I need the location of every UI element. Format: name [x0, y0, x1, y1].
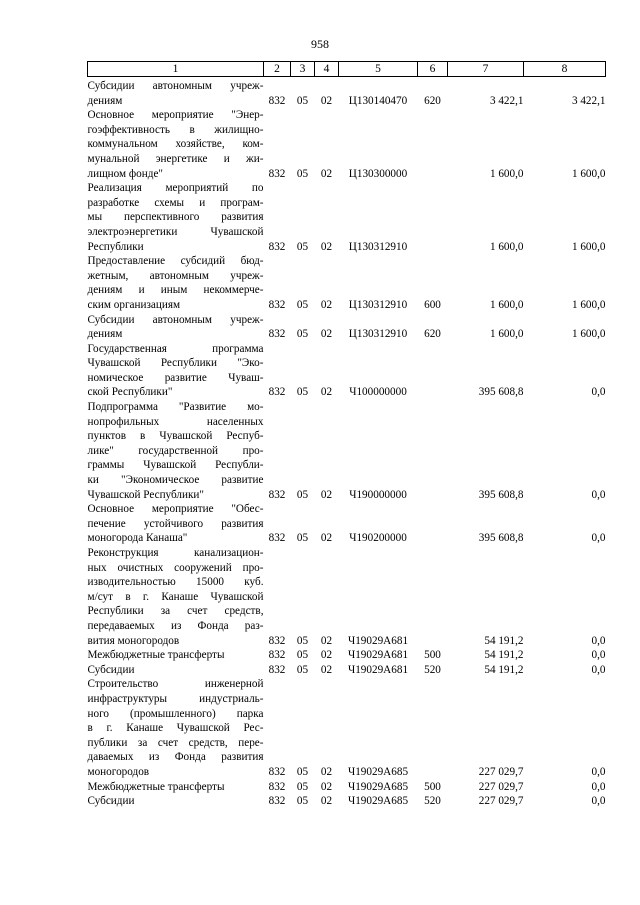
- row-name-line: электроэнергетики Чувашской: [87, 225, 264, 238]
- row-section-code: 05: [296, 298, 309, 311]
- row-amount-1: 395 608,8: [478, 488, 524, 501]
- row-expense-type: 520: [424, 663, 441, 676]
- row-amount-2: 0,0: [591, 634, 606, 647]
- row-section-code: 05: [296, 328, 309, 341]
- page-number: 958: [311, 37, 329, 51]
- row-subsection-code: 02: [320, 663, 333, 676]
- row-name-cell: [88, 546, 264, 648]
- row-amount-1: 395 608,8: [478, 386, 524, 399]
- row-amount-2: 0,0: [591, 488, 606, 501]
- row-section-code: 05: [296, 765, 309, 778]
- row-target-article: Ч19029А681: [347, 663, 409, 676]
- row-name-line: Подпрограмма "Развитие мо-: [87, 401, 264, 414]
- row-expense-type: [418, 342, 448, 400]
- column-header-7: 7: [448, 62, 524, 77]
- row-target-article: Ч100000000: [349, 386, 407, 399]
- row-name-cell: [88, 663, 264, 678]
- row-target-article: Ц130312910: [348, 328, 408, 341]
- column-header-1: 1: [88, 62, 264, 77]
- row-expense-type: [418, 181, 448, 254]
- row-name-cell: [88, 648, 264, 663]
- table-row: [88, 108, 606, 181]
- row-name-line: м/сут в г. Канаше Чувашской: [87, 590, 264, 603]
- row-name-line: печение устойчивого развития: [87, 517, 264, 530]
- row-subsection-code: 02: [320, 488, 333, 501]
- row-expense-type: [418, 400, 448, 502]
- row-amount-2: 0,0: [591, 386, 606, 399]
- row-amount-1: 1 600,0: [489, 167, 524, 180]
- row-name-line: Межбюджетные трансферты: [87, 649, 225, 662]
- row-ministry-code: 832: [268, 765, 286, 778]
- row-amount-1: 227 029,7: [478, 765, 524, 778]
- row-subsection-code: 02: [320, 634, 333, 647]
- column-header-6: 6: [418, 62, 448, 77]
- row-name-line: ного (промышленного) парка: [87, 707, 264, 720]
- table-row: [88, 502, 606, 546]
- row-expense-type: 620: [424, 328, 441, 341]
- row-expense-type: [418, 108, 448, 181]
- row-subsection-code: 02: [320, 298, 333, 311]
- row-expense-type: [418, 677, 448, 779]
- row-name-line: инфраструктуры индустриаль-: [87, 692, 264, 705]
- table-row: [88, 313, 606, 342]
- row-section-code: 05: [296, 649, 309, 662]
- row-name-line: Основное мероприятие "Энер-: [87, 109, 264, 122]
- row-section-code: 05: [296, 780, 309, 793]
- row-expense-type: 520: [424, 795, 441, 808]
- row-name-line: Республики: [87, 240, 144, 253]
- row-name-line: дениям: [87, 328, 123, 341]
- table-row: [88, 181, 606, 254]
- row-name-line: ных очистных сооружений про-: [87, 561, 264, 574]
- row-subsection-code: 02: [320, 167, 333, 180]
- row-name-line: Реконструкция канализацион-: [87, 547, 264, 559]
- row-subsection-code: 02: [320, 532, 333, 545]
- row-name-line: моногородов: [87, 765, 150, 778]
- table-row: [88, 400, 606, 502]
- row-amount-2: 0,0: [591, 649, 606, 662]
- row-amount-1: 1 600,0: [489, 240, 524, 253]
- row-target-article: Ц130312910: [348, 240, 408, 253]
- row-ministry-code: 832: [268, 328, 286, 341]
- row-amount-1: 1 600,0: [489, 298, 524, 311]
- row-subsection-code: 02: [320, 795, 333, 808]
- row-name-line: номическое развитие Чуваш-: [87, 371, 264, 384]
- row-name-line: ской Республики": [87, 386, 173, 399]
- row-name-line: в г. Канаше Чувашской Рес-: [87, 722, 264, 735]
- row-name-line: передаваемых из Фонда раз-: [87, 619, 264, 632]
- table-row: [88, 546, 606, 648]
- row-section-code: 05: [296, 663, 309, 676]
- row-name-cell: [88, 108, 264, 181]
- row-ministry-code: 832: [268, 532, 286, 545]
- column-header-3: 3: [291, 62, 315, 77]
- row-name-line: коммунальном хозяйстве, ком-: [87, 138, 264, 151]
- row-target-article: Ч190000000: [349, 488, 407, 501]
- row-section-code: 05: [296, 532, 309, 545]
- row-expense-type: [418, 546, 448, 648]
- row-ministry-code: 832: [268, 298, 286, 311]
- table-row: [88, 663, 606, 678]
- row-name-line: Республики за счет средств,: [87, 605, 264, 618]
- row-name-line: ки "Экономическое развитие: [87, 474, 264, 487]
- row-target-article: Ч19029А681: [347, 634, 409, 647]
- row-amount-1: 3 422,1: [489, 94, 524, 107]
- row-section-code: 05: [296, 240, 309, 253]
- row-ministry-code: 832: [268, 488, 286, 501]
- row-target-article: Ц130300000: [348, 167, 408, 180]
- row-name-line: Чувашской Республики "Эко-: [87, 357, 264, 370]
- row-name-line: Предоставление субсидий бюд-: [87, 255, 264, 268]
- row-name-line: пунктов в Чувашской Респуб-: [87, 430, 264, 443]
- row-name-line: Межбюджетные трансферты: [87, 780, 225, 793]
- row-ministry-code: 832: [268, 780, 286, 793]
- row-name-line: лищном фонде": [87, 167, 163, 180]
- row-name-cell: [88, 400, 264, 502]
- row-name-line: моногорода Канаша": [87, 532, 188, 545]
- table-row: [88, 77, 606, 109]
- row-name-line: гоэффективность в жилищно-: [87, 123, 264, 136]
- row-name-line: мунальной энергетике и жи-: [87, 152, 264, 165]
- row-section-code: 05: [296, 488, 309, 501]
- row-name-cell: [88, 794, 264, 809]
- row-name-cell: [88, 181, 264, 254]
- row-amount-2: 1 600,0: [571, 167, 606, 180]
- row-amount-2: 1 600,0: [571, 328, 606, 341]
- row-amount-1: 1 600,0: [489, 328, 524, 341]
- row-section-code: 05: [296, 94, 309, 107]
- row-name-cell: [88, 780, 264, 795]
- table-row: [88, 342, 606, 400]
- table-body: [88, 77, 606, 809]
- column-header-5: 5: [339, 62, 418, 77]
- row-target-article: Ч190200000: [349, 532, 407, 545]
- row-name-line: разработке схемы и програм-: [87, 196, 264, 209]
- row-amount-1: 395 608,8: [478, 532, 524, 545]
- budget-table: [87, 61, 606, 809]
- table-row: [88, 648, 606, 663]
- row-name-line: Субсидии: [87, 663, 135, 676]
- row-target-article: Ч19029А685: [347, 780, 409, 793]
- row-expense-type: 500: [424, 780, 441, 793]
- row-name-line: ским организациям: [87, 298, 181, 311]
- row-amount-2: 0,0: [591, 532, 606, 545]
- row-amount-2: 3 422,1: [571, 94, 606, 107]
- table-header: [88, 62, 606, 77]
- row-amount-2: 0,0: [591, 780, 606, 793]
- table-row: [88, 794, 606, 809]
- row-section-code: 05: [296, 167, 309, 180]
- row-amount-2: 0,0: [591, 795, 606, 808]
- row-target-article: Ч19029А685: [347, 765, 409, 778]
- row-name-line: Основное мероприятие "Обес-: [87, 503, 264, 516]
- row-amount-1: 227 029,7: [478, 795, 524, 808]
- row-name-line: Строительство инженерной: [87, 678, 264, 691]
- row-ministry-code: 832: [268, 795, 286, 808]
- row-name-line: мы перспективного развития: [87, 211, 264, 224]
- row-subsection-code: 02: [320, 765, 333, 778]
- row-expense-type: 600: [424, 298, 441, 311]
- row-ministry-code: 832: [268, 634, 286, 647]
- row-subsection-code: 02: [320, 328, 333, 341]
- row-subsection-code: 02: [320, 94, 333, 107]
- row-ministry-code: 832: [268, 94, 286, 107]
- row-subsection-code: 02: [320, 649, 333, 662]
- row-expense-type: [418, 502, 448, 546]
- row-amount-2: 1 600,0: [571, 298, 606, 311]
- row-amount-2: 0,0: [591, 663, 606, 676]
- row-name-line: Реализация мероприятий по: [87, 182, 264, 195]
- column-header-8: 8: [524, 62, 606, 77]
- row-name-line: Чувашской Республики": [87, 488, 204, 501]
- row-expense-type: 620: [424, 94, 441, 107]
- row-ministry-code: 832: [268, 240, 286, 253]
- row-name-line: даваемых из Фонда развития: [87, 751, 264, 764]
- row-name-line: Субсидии автономным учреж-: [87, 80, 264, 92]
- row-ministry-code: 832: [268, 649, 286, 662]
- row-name-cell: [88, 313, 264, 342]
- table-row: [88, 254, 606, 312]
- table-row: [88, 780, 606, 795]
- column-header-2: 2: [264, 62, 291, 77]
- row-name-line: граммы Чувашской Республи-: [87, 459, 264, 472]
- row-name-line: жетным, автономным учреж-: [87, 269, 264, 282]
- row-amount-1: 54 191,2: [484, 634, 524, 647]
- row-name-line: Субсидии автономным учреж-: [87, 313, 264, 326]
- row-amount-2: 0,0: [591, 765, 606, 778]
- row-amount-1: 54 191,2: [484, 649, 524, 662]
- row-name-cell: [88, 677, 264, 779]
- row-amount-1: 227 029,7: [478, 780, 524, 793]
- table-row: [88, 677, 606, 779]
- row-name-cell: [88, 77, 264, 109]
- row-name-line: вития моногородов: [87, 634, 180, 647]
- row-target-article: Ч19029А681: [347, 649, 409, 662]
- row-name-line: Субсидии: [87, 795, 135, 808]
- row-name-line: лике" государственной про-: [87, 444, 264, 457]
- row-name-line: изводительностью 15000 куб.: [87, 576, 264, 589]
- row-target-article: Ч19029А685: [347, 795, 409, 808]
- row-name-cell: [88, 502, 264, 546]
- header-row: [88, 62, 606, 77]
- row-section-code: 05: [296, 634, 309, 647]
- row-section-code: 05: [296, 795, 309, 808]
- row-target-article: Ц130312910: [348, 298, 408, 311]
- row-name-line: нопрофильных населенных: [87, 415, 264, 428]
- row-target-article: Ц130140470: [348, 94, 408, 107]
- row-ministry-code: 832: [268, 167, 286, 180]
- row-amount-1: 54 191,2: [484, 663, 524, 676]
- row-section-code: 05: [296, 386, 309, 399]
- row-subsection-code: 02: [320, 240, 333, 253]
- row-subsection-code: 02: [320, 780, 333, 793]
- row-subsection-code: 02: [320, 386, 333, 399]
- row-name-line: публики за счет средств, пере-: [87, 736, 264, 749]
- column-header-4: 4: [315, 62, 339, 77]
- row-name-cell: [88, 254, 264, 312]
- row-ministry-code: 832: [268, 386, 286, 399]
- row-name-cell: [88, 342, 264, 400]
- row-amount-2: 1 600,0: [571, 240, 606, 253]
- row-name-line: Государственная программа: [87, 342, 264, 355]
- row-ministry-code: 832: [268, 663, 286, 676]
- row-name-line: дениям и иным некоммерче-: [87, 284, 264, 297]
- row-expense-type: 500: [424, 649, 441, 662]
- row-name-line: дениям: [87, 94, 123, 107]
